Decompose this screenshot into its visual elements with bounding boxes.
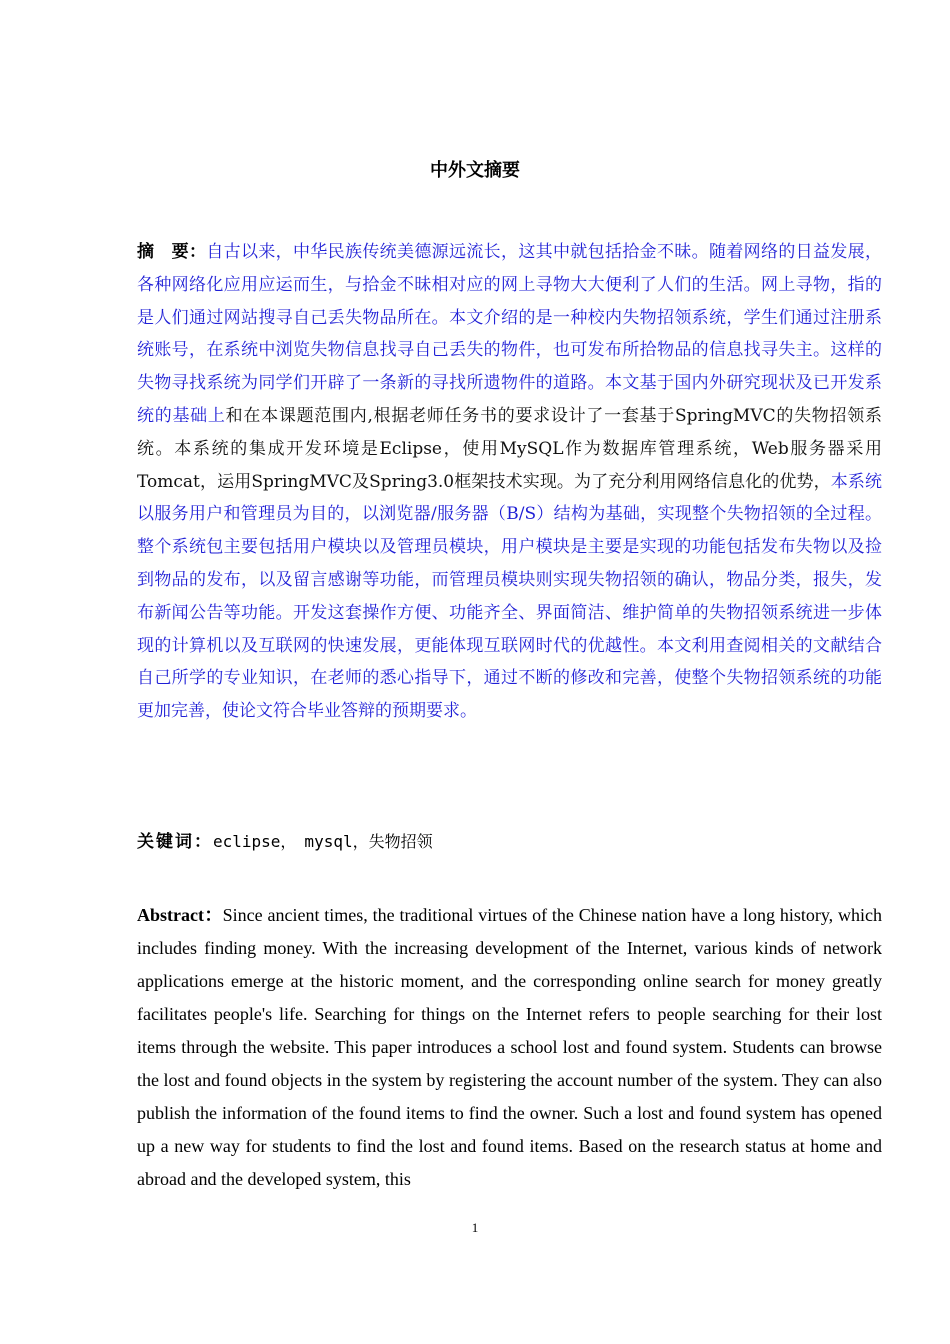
chinese-abstract-paragraph xyxy=(137,236,882,728)
chinese-abstract-highlighted-text-2: 本系统以服务用户和管理员为目的，以浏览器/服务器（B/S）结构为基础，实现整个失物招领的全过程。整个系统包主要包括用户模块以及管理员模块，用户模块是主要是实现的功能包括发布失物以及捡到物品的发布，以及留言感谢等功能，而管理员模块则实现失物招领的确认，物品分类，报失，发布新闻公告等功能。开发这套操作方便、功能齐全、界面简洁、维护简单的失物招领系统进一步体现的计算机以及互联网的快速发展，更能体现互联网时代的优越性。本文利用查阅相关的文献结合自己所学的专业知识，在老师的悉心指导下，通过不断的修改和完善，使整个失物招领系统的功能更加完善，使论文符合毕业答辩的预期要求。 xyxy=(137,471,882,722)
chinese-abstract-plain-text: 和在本课题范围内,根据老师任务书的要求设计了一套基于SpringMVC的失物招领系统。本系统的集成开发环境是Eclipse，使用MySQL作为数据库管理系统，Web服务器采用Tomcat，运用SpringMVC及Spring3.0框架技术实现。为了充分利用网络信息化的优势， xyxy=(137,405,882,492)
english-abstract-paragraph xyxy=(137,899,882,1196)
keywords-text: eclipse， mysql，失物招领 xyxy=(213,832,433,851)
keywords-label: 关键词： xyxy=(137,832,213,852)
english-abstract-text: Since ancient times, the traditional virtues of the Chinese nation have a long history, which includes finding money. With the increasing development of the Internet, various kinds of network applications emerge at the historic moment, and the corresponding online search for money greatly facilitates people's life. Searching for things on the Internet refers to people searching for their lost items through the website. This paper introduces a school lost and found system. Students can browse the lost and found objects in the system by registering the account number of the system. They can also publish the information of the found items to find the owner. Such a lost and found system has opened up a new way for students to find the lost and found items. Based on the research status at home and abroad and the developed system, this xyxy=(137,905,883,1189)
keywords-line xyxy=(137,826,882,858)
page-title: 中外文摘要 xyxy=(430,160,520,181)
chinese-abstract-label: 摘 要： xyxy=(137,242,207,262)
page-number: 1 xyxy=(471,1220,479,1235)
chinese-abstract-highlighted-text-1: 自古以来，中华民族传统美德源远流长，这其中就包括拾金不昧。随着网络的日益发展，各种网络化应用应运而生，与拾金不昧相对应的网上寻物大大便利了人们的生活。网上寻物，指的是人们通过网站搜寻自己丢失物品所在。本文介绍的是一种校内失物招领系统，学生们通过注册系统账号，在系统中浏览失物信息找寻自己丢失的物件，也可发布所拾物品的信息找寻失主。这样的失物寻找系统为同学们开辟了一条新的寻找所遗物件的道路。本文基于国内外研究现状及已开发系统的基础上 xyxy=(137,242,883,426)
english-abstract-label: Abstract： xyxy=(137,905,223,925)
